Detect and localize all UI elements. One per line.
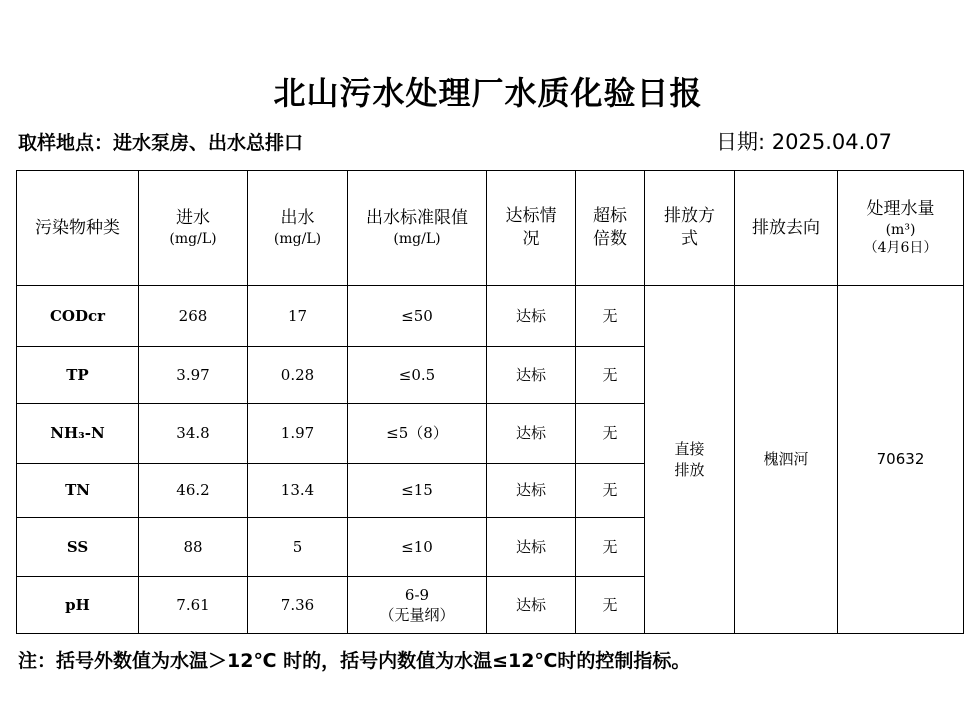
report-date: 日期: 2025.04.07 [716,130,892,154]
limit-value: ≤0.5 [348,347,487,404]
header-effluent: 出水 (mg/L) [248,171,348,286]
effluent-value: 7.36 [248,577,348,634]
pollutant-name: TP [17,347,139,404]
sampling-location: 取样地点：进水泵房、出水总排口 [18,132,304,154]
influent-value: 88 [139,518,248,577]
pollutant-name: TN [17,464,139,518]
limit-value: ≤15 [348,464,487,518]
limit-value: 6-9 （无量纲） [348,577,487,634]
water-quality-table [16,170,964,634]
compliance-status: 达标 [487,286,576,347]
header-compliance: 达标情况 [487,171,576,286]
effluent-value: 5 [248,518,348,577]
header-row [17,171,964,286]
pollutant-name: pH [17,577,139,634]
header-volume: 处理水量 (m³) （4月6日） [838,171,964,286]
exceed-multiple: 无 [576,464,645,518]
compliance-status: 达标 [487,464,576,518]
footnote: 注：括号外数值为水温＞12℃ 时的，括号内数值为水温≤12℃时的控制指标。 [18,650,691,672]
pollutant-name: SS [17,518,139,577]
effluent-value: 1.97 [248,404,348,464]
compliance-status: 达标 [487,577,576,634]
effluent-value: 0.28 [248,347,348,404]
exceed-multiple: 无 [576,347,645,404]
influent-value: 46.2 [139,464,248,518]
exceed-multiple: 无 [576,404,645,464]
exceed-multiple: 无 [576,518,645,577]
influent-value: 34.8 [139,404,248,464]
header-limit: 出水标准限值 (mg/L) [348,171,487,286]
effluent-value: 13.4 [248,464,348,518]
compliance-status: 达标 [487,347,576,404]
limit-value: ≤5（8） [348,404,487,464]
limit-value: ≤50 [348,286,487,347]
treated-volume: 70632 [838,286,964,634]
influent-value: 268 [139,286,248,347]
discharge-destination: 槐泗河 [735,286,838,634]
limit-value: ≤10 [348,518,487,577]
influent-value: 7.61 [139,577,248,634]
compliance-status: 达标 [487,404,576,464]
pollutant-name: CODcr [17,286,139,347]
header-discharge-method: 排放方式 [645,171,735,286]
influent-value: 3.97 [139,347,248,404]
compliance-status: 达标 [487,518,576,577]
table-row [17,286,964,347]
pollutant-name: NH₃-N [17,404,139,464]
header-pollutant-type: 污染物种类 [17,171,139,286]
header-discharge-destination: 排放去向 [735,171,838,286]
header-exceed-multiple: 超标倍数 [576,171,645,286]
exceed-multiple: 无 [576,286,645,347]
header-influent: 进水 (mg/L) [139,171,248,286]
discharge-method: 直接 排放 [645,286,735,634]
effluent-value: 17 [248,286,348,347]
exceed-multiple: 无 [576,577,645,634]
report-title: 北山污水处理厂水质化验日报 [273,74,703,112]
